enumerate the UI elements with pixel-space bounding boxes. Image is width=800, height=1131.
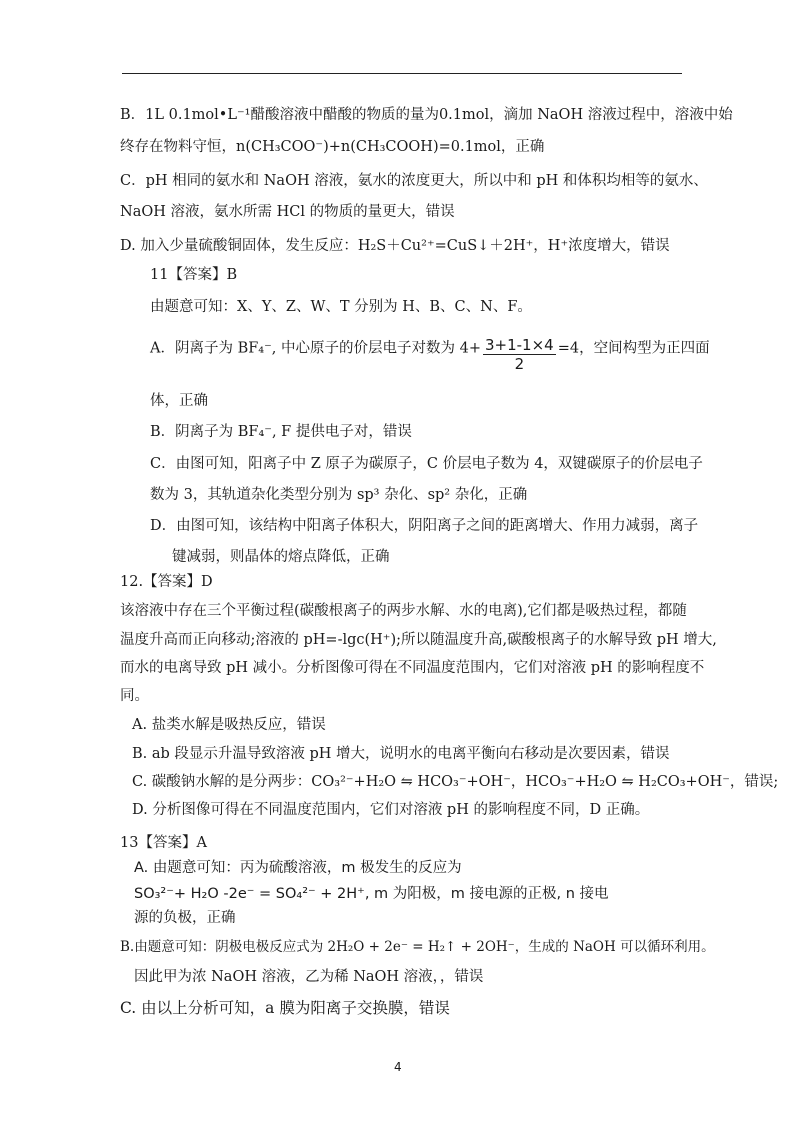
page-number: 4 <box>394 1060 402 1074</box>
q11-option-d-line2: 键减弱，则晶体的熔点降低，正确 <box>172 549 390 565</box>
q10-option-b-line1: B．1L 0.1mol•L⁻¹醋酸溶液中醋酸的物质的量为0.1mol，滴加 NaOH 溶液过程中，溶液中始 <box>120 107 733 123</box>
q11-option-a-line1 <box>150 330 710 373</box>
q12-option-b: B. ab 段显示升温导致溶液 pH 增大，说明水的电离平衡向右移动是次要因素，错误 <box>132 746 670 762</box>
fraction-denominator: 2 <box>514 355 525 373</box>
q12-option-a: A. 盐类水解是吸热反应，错误 <box>132 717 326 733</box>
q12-option-c: C. 碳酸钠水解的是分两步：CO₃²⁻+H₂O ⇋ HCO₃⁻+OH⁻，HCO₃⁻+H₂O ⇋ H₂CO₃+OH⁻，错误; <box>132 774 779 790</box>
header-rule <box>122 73 682 74</box>
q10-option-c-line1: C．pH 相同的氨水和 NaOH 溶液，氨水的浓度更大，所以中和 pH 和体积均相等的氨水、 <box>120 173 708 189</box>
q11-answer: 11【答案】B <box>150 267 238 283</box>
q13-option-c: C. 由以上分析可知，a 膜为阳离子交换膜，错误 <box>120 999 450 1017</box>
q11-option-a-post: =4，空间构型为正四面 <box>557 340 710 357</box>
q11-option-d-line1: D．由图可知，该结构中阳离子体积大，阴阳离子之间的距离增大、作用力减弱，离子 <box>150 518 699 534</box>
q11-option-a-pre: A．阴离子为 BF₄⁻, 中心原子的价层电子对数为 4+ <box>150 340 481 357</box>
q11-option-c-line2: 数为 3，其轨道杂化类型分别为 sp³ 杂化、sp² 杂化，正确 <box>150 487 528 503</box>
q10-option-c-line2: NaOH 溶液，氨水所需 HCl 的物质的量更大，错误 <box>120 204 455 220</box>
valence-fraction <box>483 336 556 373</box>
q12-paragraph-line3: 而水的电离导致 pH 减小。分析图像可得在不同温度范围内，它们对溶液 pH 的影响程度不 <box>120 660 705 676</box>
q13-option-b-line1: B.由题意可知：阴极电极反应式为 2H₂O + 2e⁻ = H₂↑ + 2OH⁻，生成的 NaOH 可以循环利用。 <box>120 939 715 955</box>
q13-answer: 13【答案】A <box>120 835 207 851</box>
q12-paragraph-line4: 同。 <box>120 688 149 704</box>
q12-paragraph-line2: 温度升高而正向移动;溶液的 pH=-lgc(H⁺);所以随温度升高,碳酸根离子的水解导致 pH 增大, <box>120 632 717 648</box>
fraction-numerator: 3+1-1×4 <box>484 336 554 354</box>
q11-option-a-line2: 体，正确 <box>150 393 208 409</box>
q11-option-c-line1: C．由图可知，阳离子中 Z 原子为碳原子，C 价层电子数为 4，双键碳原子的价层电子 <box>150 456 703 472</box>
q13-option-a-line3: 源的负极，正确 <box>134 910 236 926</box>
q10-option-d-line: D. 加入少量硫酸铜固体，发生反应：H₂S＋Cu²⁺=CuS↓＋2H⁺，H⁺浓度增大，错误 <box>120 238 670 254</box>
q13-option-b-line2: 因此甲为浓 NaOH 溶液，乙为稀 NaOH 溶液，，错误 <box>134 969 484 985</box>
q12-option-d: D. 分析图像可得在不同温度范围内，它们对溶液 pH 的影响程度不同，D 正确。 <box>132 802 650 818</box>
q11-intro: 由题意可知：X、Y、Z、W、T 分别为 H、B、C、N、F。 <box>150 299 532 315</box>
q11-option-b: B．阴离子为 BF₄⁻, F 提供电子对，错误 <box>150 424 412 440</box>
q13-option-a-line1: A. 由题意可知：丙为硫酸溶液，m 极发生的反应为 <box>134 860 462 876</box>
q13-option-a-line2: SO₃²⁻+ H₂O -2e⁻ = SO₄²⁻ + 2H⁺, m 为阳极，m 接电源的正极, n 接电 <box>134 886 609 902</box>
q12-paragraph-line1: 该溶液中存在三个平衡过程(碳酸根离子的两步水解、水的电离),它们都是吸热过程，都随 <box>120 603 687 619</box>
q10-option-b-line2: 终存在物料守恒，n(CH₃COO⁻)+n(CH₃COOH)=0.1mol，正确 <box>120 139 545 155</box>
q12-answer: 12.【答案】D <box>120 574 213 590</box>
